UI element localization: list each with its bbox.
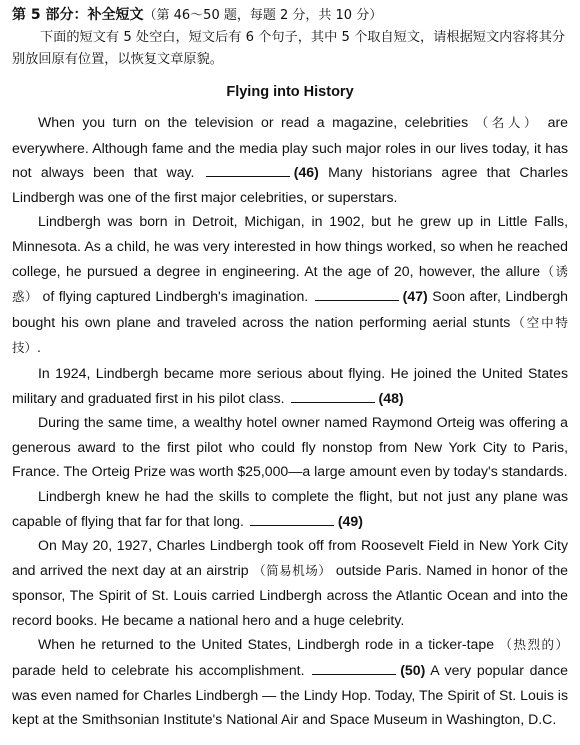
paragraph-7 (12, 632, 568, 731)
paragraph-text: . (37, 339, 41, 356)
section-title: 第 5 部分：补全短文 (12, 7, 144, 23)
paragraph-1 (12, 110, 568, 209)
paragraph-6 (12, 533, 568, 632)
paragraph-2 (12, 209, 568, 361)
paragraph-text: parade held to celebrate his accomplishment. (12, 662, 305, 679)
paragraph-text: of flying captured Lindbergh's imagination. (42, 288, 309, 305)
paragraph-text: During the same time, a wealthy hotel owner named Raymond Orteig was offering a generous award to the first pilot who could fly nonstop from New York City to Paris, France. The Orteig Prize was worth $25,000—a large amount even by today's standards. (12, 414, 568, 480)
answer-blank-49 (250, 515, 334, 526)
paragraph-text: When he returned to the United States, Lindbergh rode in a ticker-tape (38, 636, 495, 653)
chinese-gloss: （名人） (475, 115, 541, 130)
paragraph-text: A very popular dance was even named for Charles Lindbergh — the Lindy Hop. Today, The Spirit of St. Louis is kept at the Smithsonian Institute's National Air and Space Museum in Washington, D.C. (12, 662, 568, 728)
paragraph-text: Lindbergh knew he had the skills to complete the flight, but not just any plane was capable of flying that far for that long. (12, 487, 568, 529)
paragraph-text: In 1924, Lindbergh became more serious about flying. He joined the United States military and graduated first in his pilot class. (12, 364, 568, 406)
section-header (12, 4, 568, 27)
question-number-50: (50) (400, 662, 426, 679)
chinese-gloss: （热烈的） (499, 637, 568, 653)
paragraph-5 (12, 484, 568, 533)
answer-blank-46 (206, 166, 290, 177)
paragraph-text: On May 20, 1927, Charles Lindbergh took off from Roosevelt Field in New York City and arrived the next day at an airstrip (12, 537, 568, 578)
section-scoring-note: （第 46～50 题，每题 2 分，共 10 分） (143, 8, 383, 23)
chinese-gloss: （简易机场） (253, 562, 332, 578)
paragraph-text: are everywhere. Although fame and the media play such major roles in our lives today, it has not always been that way. (12, 114, 569, 181)
paragraph-text: Lindbergh was born in Detroit, Michigan, in 1902, but he grew up in Little Falls, Minnesota. As a child, he was very interested in how things worked, so when he reached college, he pursued a degree in engineering. At the age of 20, however, the allure (12, 213, 568, 279)
answer-blank-50 (312, 664, 396, 675)
question-number-46: (46) (293, 164, 319, 181)
question-number-47: (47) (402, 288, 428, 305)
paragraph-text: Soon after, Lindbergh bought his own plane and traveled across the nation performing aerial stunts (12, 288, 569, 330)
answer-blank-47 (315, 290, 399, 301)
paragraph-text: Many historians agree that Charles Lindbergh was one of the first major celebrities, or superstars. (12, 164, 569, 205)
chinese-gloss: （空中特技） (12, 314, 568, 356)
paragraph-text: When you turn on the television or read a magazine, celebrities (38, 114, 469, 130)
section-instructions: 下面的短文有 5 处空白，短文后有 6 个句子，其中 5 个取自短文，请根据短文内容将其分别放回原有位置，以恢复文章原貌。 (12, 30, 566, 67)
chinese-gloss: （诱惑） (12, 263, 568, 305)
question-number-48: (48) (378, 389, 404, 406)
paragraph-text: outside Paris. Named in honor of the sponsor, The Spirit of St. Louis carried Lindbergh across the Atlantic Ocean and into the record books. He became a national hero and a huge celebrity. (12, 561, 568, 628)
question-number-49: (49) (337, 512, 363, 529)
paragraph-4 (12, 410, 568, 484)
answer-blank-48 (291, 392, 375, 403)
article-title: Flying into History (226, 84, 354, 100)
paragraph-3 (12, 361, 568, 410)
